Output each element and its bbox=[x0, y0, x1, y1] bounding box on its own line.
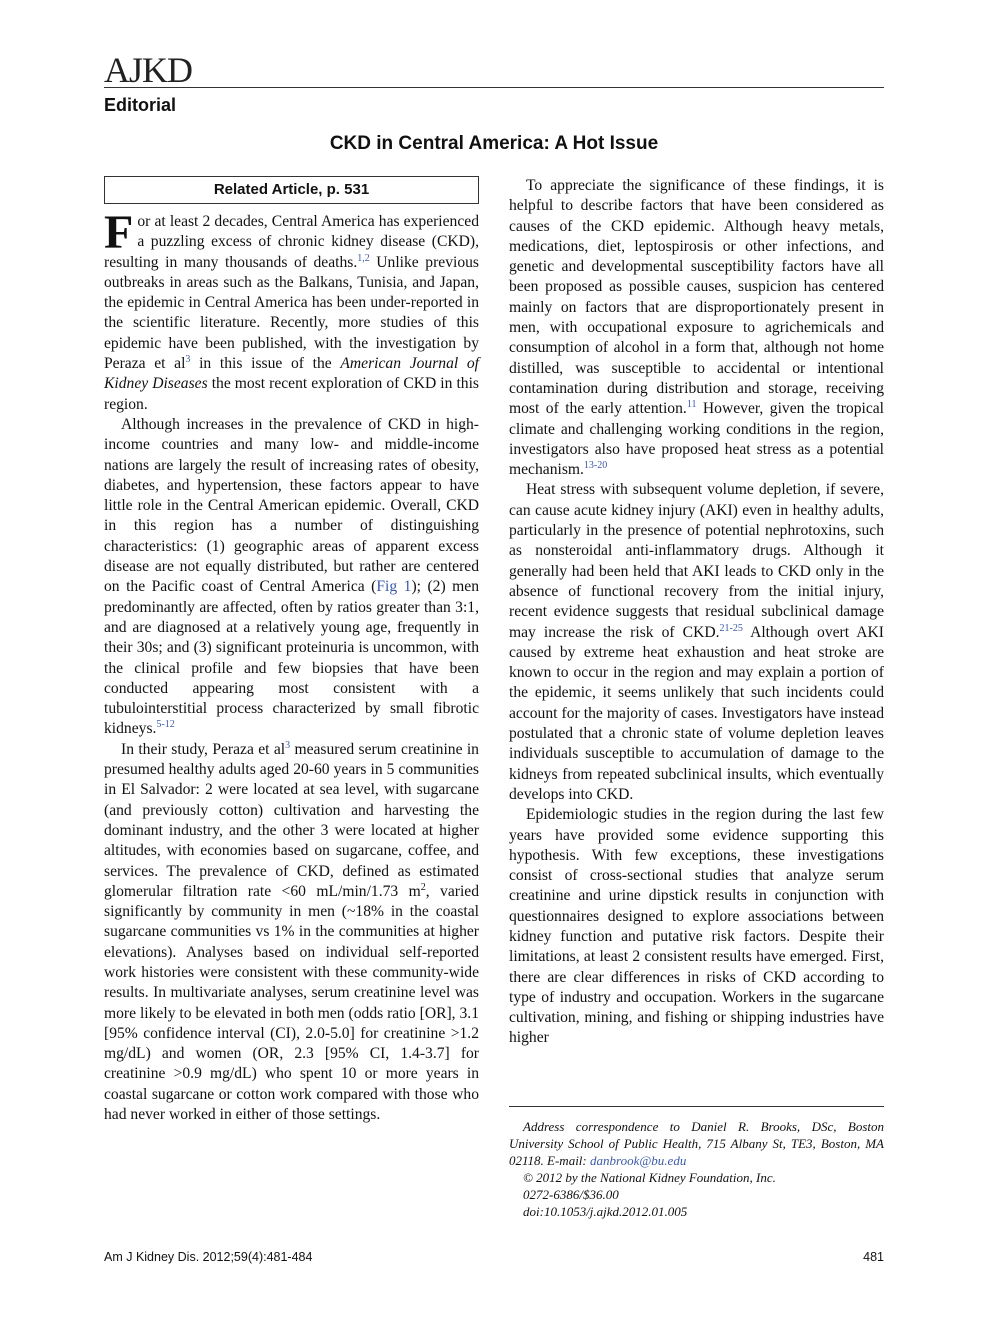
journal-logo: AJKD bbox=[104, 50, 193, 90]
footnote-rule bbox=[509, 1106, 884, 1107]
drop-cap: F bbox=[104, 206, 134, 259]
citation-ref[interactable]: 11 bbox=[686, 399, 697, 411]
correspondence-address: Address correspondence to Daniel R. Brooks, DSc, Boston University School of Public Health, 715 Albany St, TE3, Boston, MA 02118. E-mail: danbrook@bu.edu bbox=[509, 1119, 884, 1168]
right-column bbox=[509, 176, 884, 1049]
citation-ref[interactable]: 5-12 bbox=[156, 719, 175, 731]
section-label: Editorial bbox=[104, 95, 177, 115]
header-rule bbox=[104, 87, 884, 88]
citation-ref[interactable]: 3 bbox=[285, 739, 291, 751]
issn: 0272-6386/$36.00 bbox=[523, 1187, 619, 1202]
paragraph: To appreciate the significance of these findings, it is helpful to describe factors that have been considered as causes of the CKD epidemic. Although heavy metals, medications, diet, leptospirosis or other infections, and genetic and developmental susceptibility factors have all been proposed as possible causes, suspicion has centered mainly on factors that are disproportionately present in men, with occupational exposure to agrichemicals and consumption of alcohol in a form that, although not home distilled, was susceptible to accidental or intentional contamination during distribution and storage, receiving most of the early attention.$^{11}$ However, given the tropical climate and challenging working conditions in the region, investigators also have proposed heat stress as a potential mechanism.$^{13-20}$ bbox=[509, 177, 885, 479]
article-title: CKD in Central America: A Hot Issue bbox=[329, 133, 659, 154]
doi: doi:10.1053/j.ajkd.2012.01.005 bbox=[523, 1204, 688, 1219]
footer-citation: Am J Kidney Dis. 2012;59(4):481-484 bbox=[104, 1250, 313, 1264]
page-number: 481 bbox=[863, 1250, 884, 1264]
citation-ref[interactable]: 3 bbox=[185, 353, 191, 365]
paragraph: Epidemiologic studies in the region during the last few years have provided some evidence supporting this hypothesis. With few exceptions, these investigations consist of cross-sectional studies that analyze serum creatinine and urine dipstick results in conjunction with questionnaires designed to explore associations between kidney function and putative risk factors. Despite their limitations, at least 2 consistent results have emerged. First, there are clear differences in risks of CKD according to type of industry and occupation. Workers in the sugarcane cultivation, mining, and fishing or shipping industries have higher bbox=[509, 806, 884, 1047]
email-link[interactable]: danbrook@bu.edu bbox=[590, 1153, 687, 1168]
related-article-link[interactable]: Related Article, p. 531 bbox=[104, 176, 479, 204]
paragraph: Heat stress with subsequent volume depletion, if severe, can cause acute kidney injury (AKI) even in healthy adults, particularly in the presence of potential nephrotoxins, such as nonsteroidal anti-inflammatory drugs. Although it generally had been held that AKI leads to CKD only in the absence of functional recovery from the initial injury, recent evidence suggests that residual subclinical damage may increase the risk of CKD.$^{21-25}$ Although overt AKI caused by extreme heat exhaustion and heat stroke are known to occur in the region and may explain a portion of the epidemic, it seems unlikely that such incidents could account for the majority of cases. Investigators have instead postulated that a chronic state of volume depletion leaves individuals susceptible to accumulation of damage to the kidneys from repeated subclinical insults, which eventually develops into CKD. bbox=[509, 481, 885, 803]
paragraph-intro: For at least 2 decades, Central America has experienced a puzzling excess of chronic kidney disease (CKD), resulting in many thousands of deaths.$^{1,2}$ Unlike previous outbreaks in areas such as the Balkans, Tunisia, and Japan, the epidemic in Central America has been under-reported in the scientific literature. Recently, more studies of this epidemic have been published, with the investigation by Peraza et al$^3$ in this issue of the American Journal of Kidney Diseases the most recent exploration of CKD in this region. bbox=[104, 206, 480, 413]
citation-ref[interactable]: 13-20 bbox=[583, 459, 608, 471]
citation-ref[interactable]: 21-25 bbox=[719, 622, 743, 634]
figure-link[interactable]: Fig 1 bbox=[376, 578, 412, 596]
superscript: 2 bbox=[420, 881, 426, 893]
copyright: © 2012 by the National Kidney Foundation, Inc. bbox=[523, 1170, 776, 1185]
journal-name: American Journal of Kidney Diseases bbox=[104, 355, 480, 393]
left-column bbox=[104, 176, 479, 1125]
citation-ref[interactable]: 1,2 bbox=[357, 252, 370, 264]
paragraph: Although increases in the prevalence of CKD in high-income countries and many low- and middle-income nations are largely the result of increasing rates of obesity, diabetes, and hypertension, these factors appear to have little role in the Central American epidemic. Overall, CKD in this region has a number of distinguishing characteristics: (1) geographic areas of apparent excess disease are not equally distributed, but rather are centered on the Pacific coast of Central America (Fig 1); (2) men predominantly are affected, often by ratios greater than 3:1, and are diagnosed at a relatively young age, frequently in their 30s; and (3) significant proteinuria is uncommon, with the clinical profile and few biopsies that have been conducted appearing most consistent with a tubulointerstitial process characterized by small fibrotic kidneys.$^{5-12}$ bbox=[104, 415, 480, 738]
paragraph: In their study, Peraza et al$^3$ measured serum creatinine in presumed healthy adults aged 20-60 years in 5 communities in El Salvador: 2 were located at sea level, with sugarcane (and previously cotton) cultivation and harvesting the dominant industry, and the other 3 were located at higher altitudes, with economies based on sugarcane, coffee, and services. The prevalence of CKD, defined as estimated glomerular filtration rate <60 mL/min/1.73 $m^2$, varied significantly by community in men (~18% in the coastal sugarcane communities vs 1% in the communities at higher elevations). Analyses based on individual self-reported work histories were consistent with these community-wide results. In multivariate analyses, serum creatinine level was more likely to be elevated in both men (odds ratio [OR], 3.1 [95% confidence interval (CI), 2.0-5.0] for creatinine >1.2 mg/dL) and women (OR, 2.3 [95% CI, 1.4-3.7] for creatinine >0.9 mg/dL) who spent 10 or more years in coastal sugarcane or cotton work compared with those who had never worked in either of those settings. bbox=[104, 739, 479, 1124]
correspondence-block bbox=[509, 1118, 884, 1220]
